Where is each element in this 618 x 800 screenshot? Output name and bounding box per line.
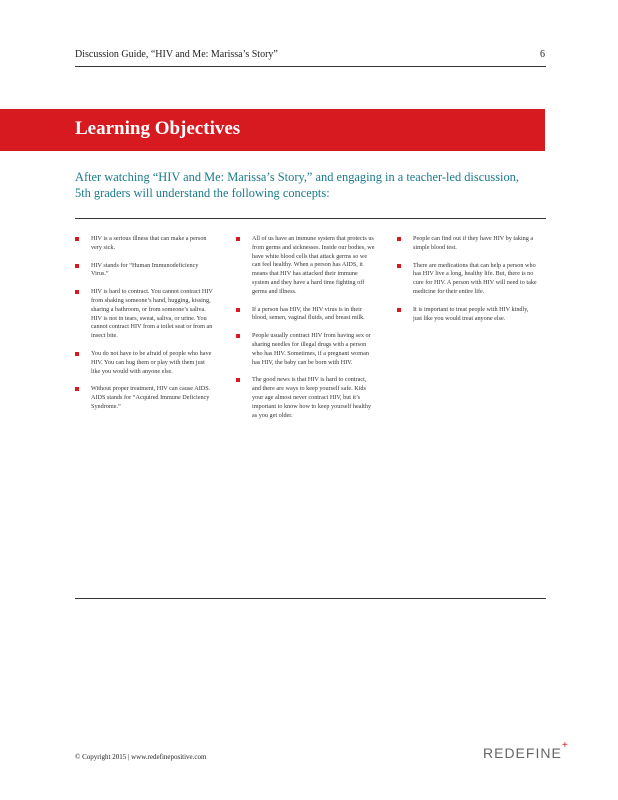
bullet-icon xyxy=(75,264,79,268)
objective-item xyxy=(397,306,537,324)
bullet-icon xyxy=(236,237,240,241)
objective-item xyxy=(75,288,215,341)
objective-item xyxy=(397,235,537,253)
bullet-icon xyxy=(75,387,79,391)
bullet-icon xyxy=(75,352,79,356)
objective-item xyxy=(75,385,215,411)
objective-text: It is important to treat people with HIV kindly, just like you would treat anyone else. xyxy=(413,305,529,322)
logo-text: REDEFINE xyxy=(483,745,562,761)
objective-text: Without proper treatment, HIV can cause AIDS. AIDS stands for “Acquired Immune Deficiency Syndrome.” xyxy=(91,385,211,410)
objective-item xyxy=(236,306,376,324)
objective-item xyxy=(236,332,376,367)
objective-item xyxy=(397,262,537,297)
bullet-icon xyxy=(236,334,240,338)
objective-item xyxy=(236,376,376,420)
objective-item xyxy=(75,262,215,280)
bullet-icon xyxy=(75,237,79,241)
content-top-divider xyxy=(75,218,546,219)
objective-text: You do not have to be afraid of people who have HIV. You can hug them or play with them just like you would with anyone else. xyxy=(91,349,212,375)
objective-text: The good news is that HIV is hard to contract, and there are ways to keep yourself safe. Kids your age almost never contract HIV, but it’s important to know how to keep yourself healthy as you get older. xyxy=(252,376,372,419)
objectives-column-3 xyxy=(397,235,537,332)
bullet-icon xyxy=(75,290,79,294)
header-divider xyxy=(75,66,546,67)
objective-text: There are medications that can help a person who has HIV live a long, healthy life. But, there is no cure for HIV. A person with HIV will need to take medicine for their entire life. xyxy=(413,261,537,295)
section-banner xyxy=(0,109,545,151)
objective-item xyxy=(236,235,376,297)
objective-text: HIV is hard to contract. You cannot contract HIV from shaking someone’s hand, hugging, kissing, sharing a bathroom, or from someone’s saliva. HIV is not in tears, sweat, saliva, or urine. You cannot contract HIV from a toilet seat or from an insect bite. xyxy=(91,288,213,340)
header-title: Discussion Guide, “HIV and Me: Marissa’s Story” xyxy=(75,49,278,60)
bullet-icon xyxy=(397,308,401,312)
objective-text: All of us have an immune system that protects us from germs and sicknesses. Inside our bodies, we have white blood cells that attack germs so we can feel healthy. When a person has AIDS, it means that HIV has attacked their immune system and they have a hard time fighting off germs and illness. xyxy=(252,235,375,295)
objectives-column-1 xyxy=(75,235,215,421)
bullet-icon xyxy=(236,378,240,382)
bullet-icon xyxy=(397,264,401,268)
objectives-column-2 xyxy=(236,235,376,429)
objective-text: HIV stands for “Human Immunodeficiency Virus.” xyxy=(91,261,199,278)
objective-item xyxy=(75,350,215,376)
objective-item xyxy=(75,235,215,253)
bullet-icon xyxy=(397,237,401,241)
page-number: 6 xyxy=(540,49,545,60)
section-title: Learning Objectives xyxy=(75,118,241,139)
objective-text: People can find out if they have HIV by taking a simple blood test. xyxy=(413,235,534,251)
plus-icon: + xyxy=(561,740,569,751)
objective-text: People usually contract HIV from having sex or sharing needles for illegal drugs with a person who has HIV. Sometimes, if a pregnant woman has HIV, the baby can be born with HIV. xyxy=(252,332,371,366)
objective-text: HIV is a serious illness that can make a person very sick. xyxy=(91,235,207,251)
objective-text: If a person has HIV, the HIV virus is in their blood, semen, vaginal fluids, and breast milk. xyxy=(252,305,365,322)
bullet-icon xyxy=(236,308,240,312)
redefine-logo xyxy=(483,740,569,761)
content-bottom-divider xyxy=(75,598,546,599)
intro-paragraph: After watching “HIV and Me: Marissa’s Story,” and engaging in a teacher-led discussion, 5th graders will understand the following concepts: xyxy=(75,170,519,200)
copyright-text: © Copyright 2015 | www.redefinepositive.com xyxy=(75,753,207,761)
